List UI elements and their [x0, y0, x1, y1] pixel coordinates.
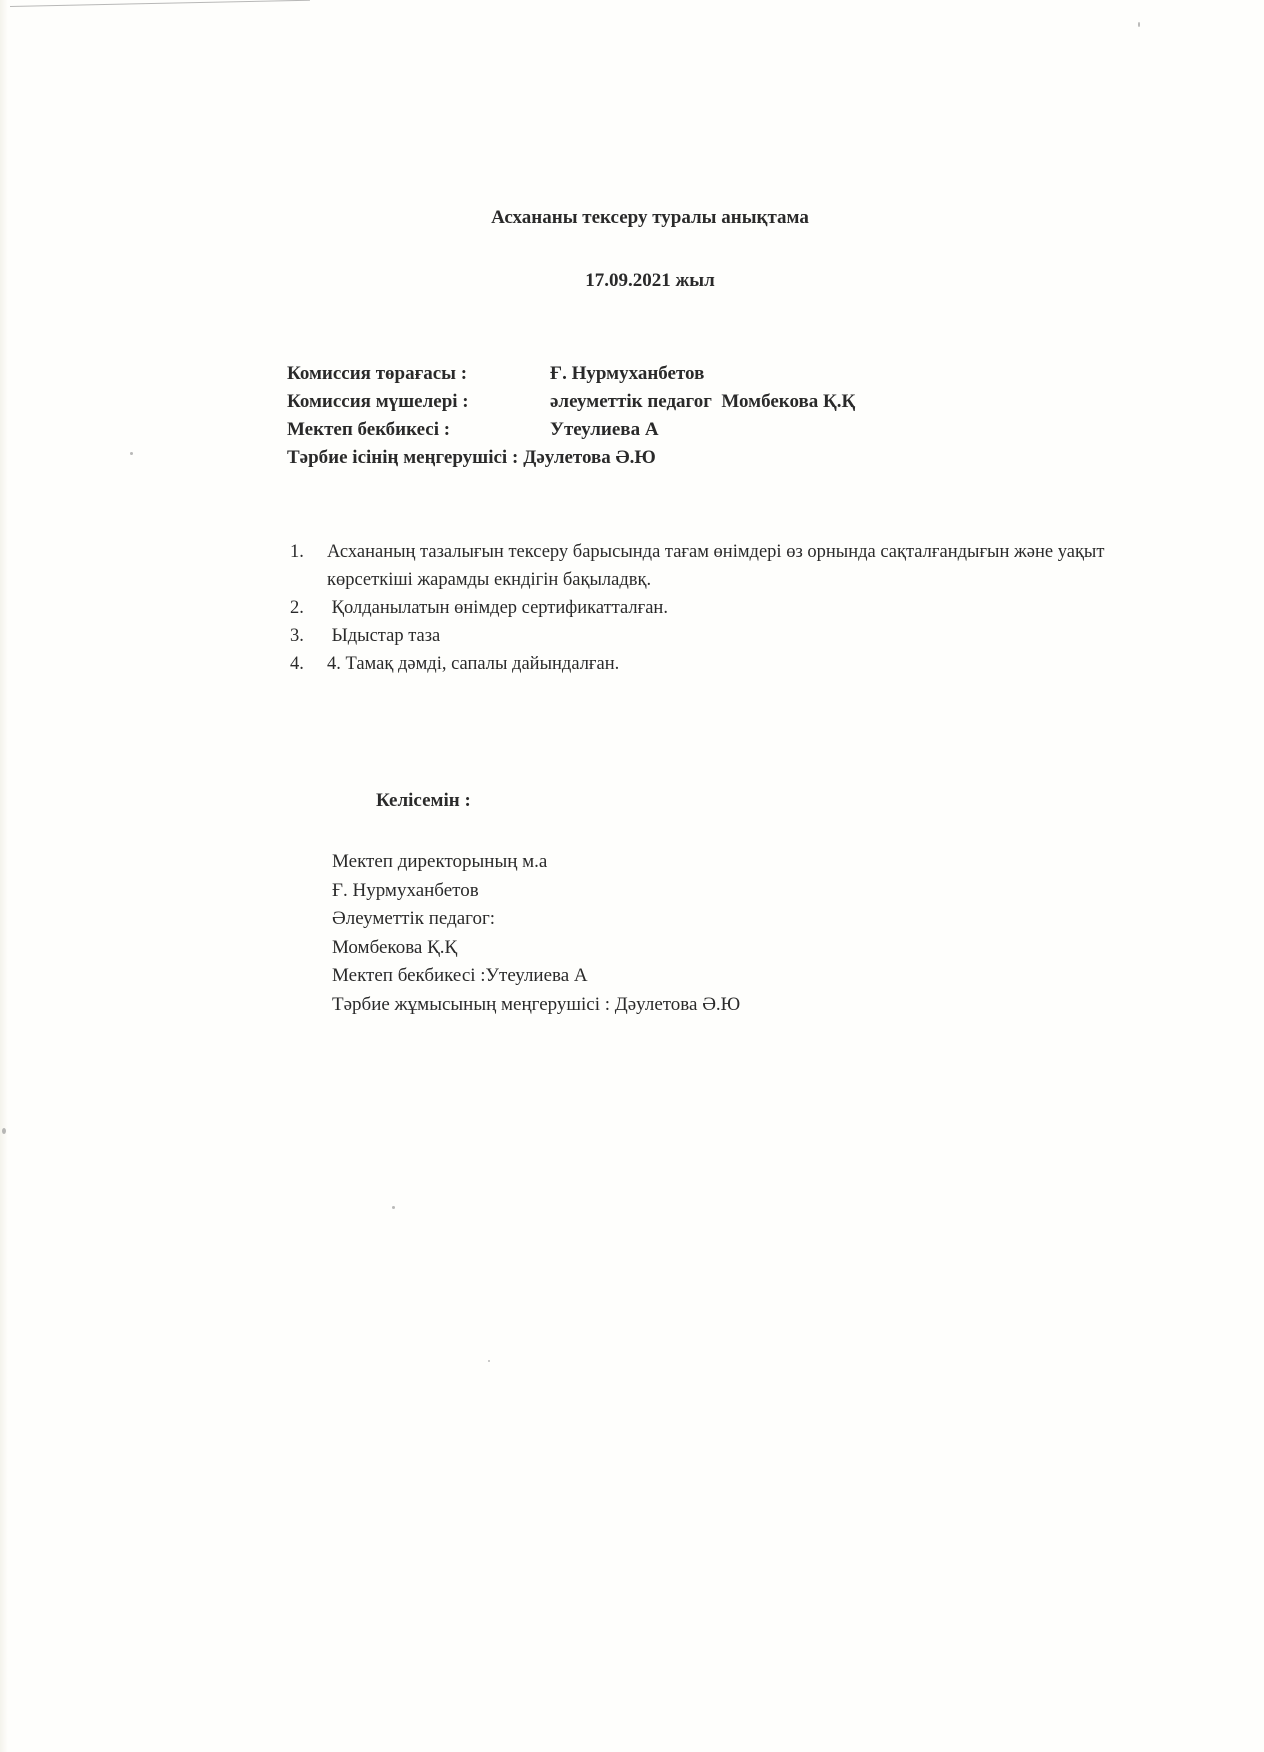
finding-text: Ыдыстар таза: [327, 626, 441, 646]
commission-chair-row: [287, 360, 855, 388]
scan-speck: [488, 1360, 490, 1362]
scan-speck: [1138, 22, 1140, 27]
scan-speck: [392, 1206, 395, 1209]
signature-line: Мектеп директорының м.а: [332, 851, 548, 872]
signature-line: Момбекова Қ.Қ: [332, 936, 458, 958]
finding-number: 1.: [290, 542, 304, 562]
school-housekeeper-row: [287, 416, 855, 444]
document-title: Асхананы тексеру туралы анықтама: [491, 207, 809, 228]
school-housekeeper-value: Утеулиева А: [550, 419, 659, 440]
finding-text: 4. Тамақ дәмді, сапалы дайындалған.: [327, 654, 620, 674]
education-head-value: Дәулетова Ә.Ю: [523, 447, 656, 468]
finding-number: 4.: [290, 654, 304, 674]
commission-chair-value: Ғ. Нурмуханбетов: [550, 363, 705, 384]
education-head-row: [287, 444, 855, 472]
finding-item: [290, 594, 1190, 622]
agreement-heading: Келісемін :: [376, 790, 471, 811]
scan-speck: [130, 452, 133, 455]
finding-number: 3.: [290, 626, 304, 646]
finding-item: [290, 650, 1190, 678]
commission-chair-label: Комиссия төрағасы :: [287, 363, 468, 384]
commission-members-row: [287, 388, 855, 416]
commission-members-label: Комиссия мүшелері :: [287, 391, 469, 412]
school-housekeeper-label: Мектеп бекбикесі :: [287, 419, 451, 440]
scan-speck: [2, 1128, 6, 1134]
signature-line: Ғ. Нурмуханбетов: [332, 879, 479, 901]
finding-text: Асхананың тазалығын тексеру барысында тағам өнімдері өз орнында сақталғандығын және уақыт көрсеткіші жарамды екндігін бақыладвқ.: [327, 542, 1105, 590]
commission-members-value: әлеуметтік педагог Момбекова Қ.Қ: [550, 391, 856, 412]
finding-item: [290, 538, 1190, 594]
signature-line: Әлеуметтік педагог:: [332, 908, 496, 929]
finding-item: [290, 622, 1190, 650]
finding-number: 2.: [290, 598, 304, 618]
commission-block: [287, 360, 855, 472]
finding-text: Қолданылатын өнімдер сертификатталған.: [327, 598, 668, 618]
signature-block: [332, 848, 740, 1019]
education-head-label: Тәрбие ісінің меңгерушісі :: [287, 447, 519, 468]
document-date: 17.09.2021 жыл: [585, 270, 715, 291]
signature-line: Тәрбие жұмысының меңгерушісі : Дәулетова Ә.Ю: [332, 993, 741, 1015]
scan-edge-shadow: [0, 0, 8, 1752]
scan-edge-line: [10, 0, 310, 7]
signature-line: Мектеп бекбикесі :Утеулиева А: [332, 965, 588, 986]
findings-list: [290, 538, 1190, 678]
